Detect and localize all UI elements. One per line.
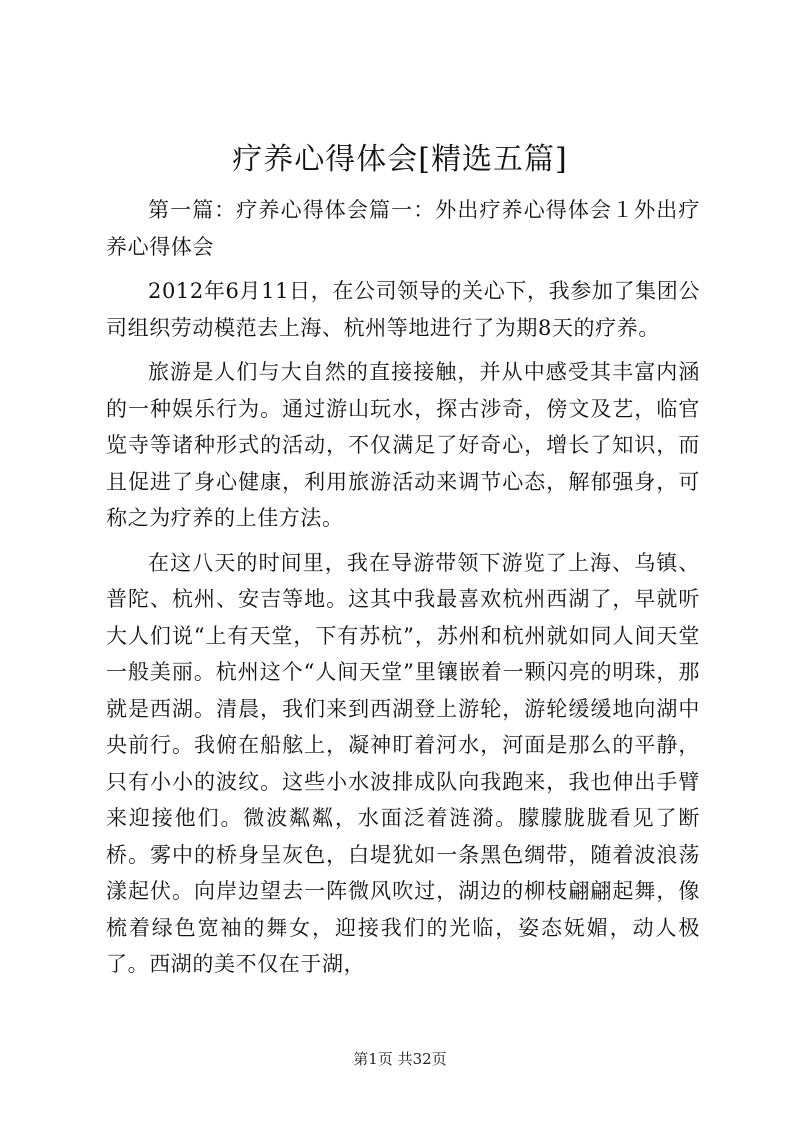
paragraph: 旅游是人们与大自然的直接接触，并从中感受其丰富内涵的一种娱乐行为。通过游山玩水，探古涉奇，傍文及艺，临官览寺等诸种形式的活动，不仅满足了好奇心，增长了知识，而且促进了身心健康，利用旅游活动来调节心态，解郁强身，可称之为疗养的上佳方法。 [106, 360, 700, 530]
paragraph: 在这八天的时间里，我在导游带领下游览了上海、乌镇、普陀、杭州、安吉等地。这其中我最喜欢杭州西湖了，早就听大人们说“上有天堂，下有苏杭”，苏州和杭州就如同人间天堂一般美丽。杭州这个“人间天堂”里镶嵌着一颗闪亮的明珠，那就是西湖。清晨，我们来到西湖登上游轮，游轮缓缓地向湖中央前行。我俯在船舷上，凝神盯着河水，河面是那么的平静，只有小小的波纹。这些小水波排成队向我跑来，我也伸出手臂来迎接他们。微波粼粼，水面泛着涟漪。朦朦胧胧看见了断桥。雾中的桥身呈灰色，白堤犹如一条黑色绸带，随着波浪荡漾起伏。向岸边望去一阵微风吹过，湖边的柳枝翩翩起舞，像梳着绿色宽袖的舞女，迎接我们的光临，姿态妩媚，动人极了。西湖的美不仅在于湖， [106, 550, 700, 976]
paragraph: 2012年6月11日，在公司领导的关心下，我参加了集团公司组织劳动模范去上海、杭州等地进行了为期8天的疗养。 [106, 279, 700, 340]
document-title: 疗养心得体会[精选五篇] [232, 142, 568, 177]
paragraph-heading: 第一篇：疗养心得体会篇一：外出疗养心得体会１外出疗养心得体会 [106, 198, 700, 259]
page-footer: 第1页 共32页 [353, 1050, 447, 1068]
document-body [106, 192, 700, 991]
